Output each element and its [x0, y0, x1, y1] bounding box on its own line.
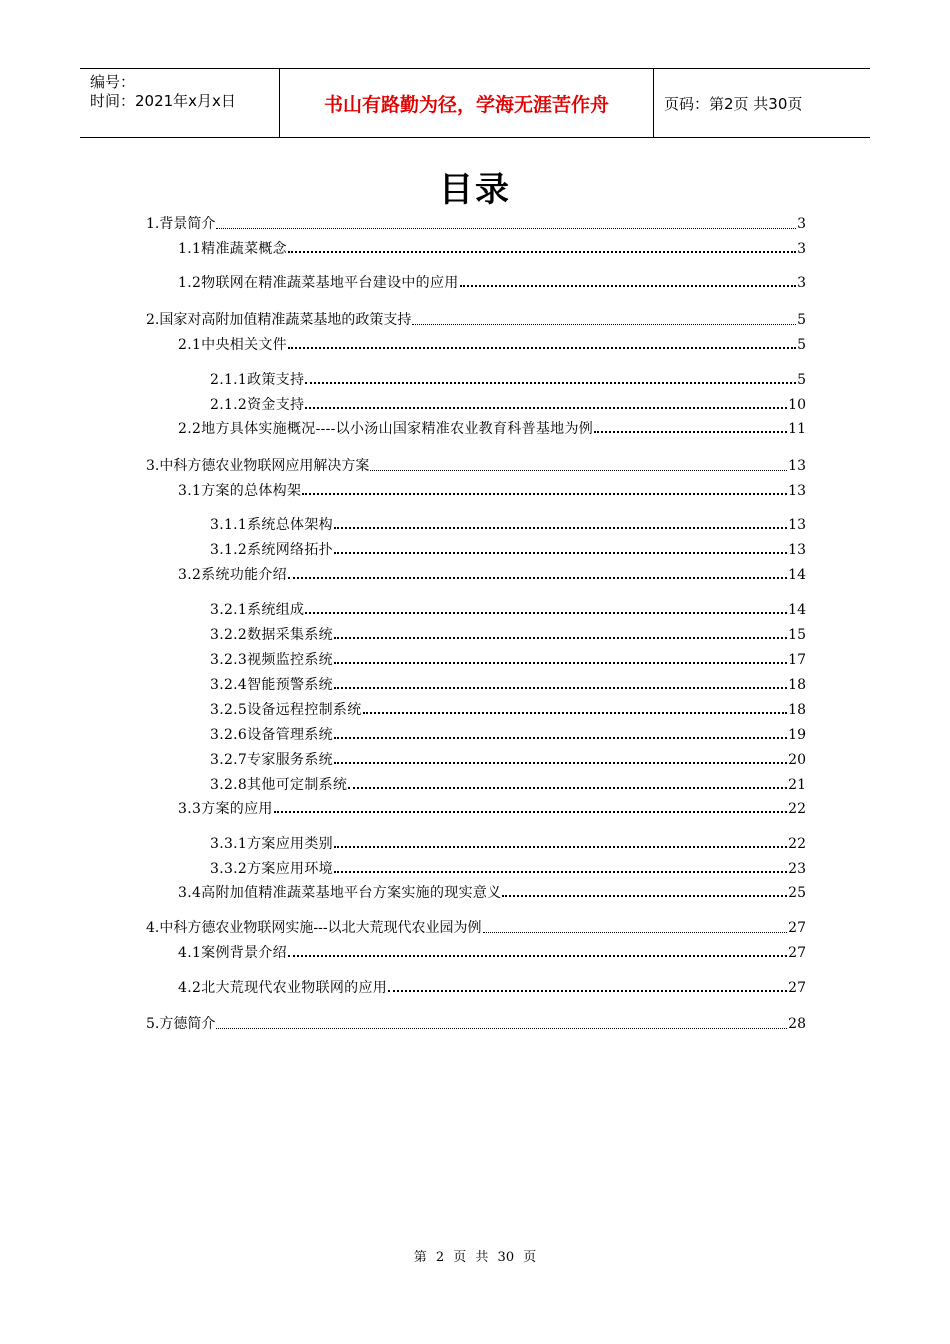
toc-dot-leader — [305, 382, 796, 384]
toc-entry-label: 3.3方案的应用 — [178, 801, 273, 817]
toc-dot-leader — [334, 737, 787, 739]
toc-entry-label: 3.1方案的总体构架 — [178, 483, 302, 499]
toc-dot-leader — [363, 712, 788, 714]
toc-entry[interactable] — [178, 238, 806, 258]
toc-entry-label: 3.2.6设备管理系统 — [210, 727, 333, 743]
toc-entry[interactable] — [146, 309, 806, 329]
toc-entry-page: 18 — [788, 702, 806, 718]
toc-entry-page: 5 — [797, 337, 806, 353]
toc-entry-label: 2.1.1政策支持 — [210, 372, 305, 388]
toc-entry-page: 5 — [797, 312, 806, 328]
time-label: 时间：2021年x月x日 — [90, 92, 236, 110]
toc-dot-leader — [302, 493, 787, 495]
toc-entry-page: 14 — [788, 567, 806, 583]
toc-entry-label: 3.4高附加值精准蔬菜基地平台方案实施的现实意义 — [178, 885, 502, 901]
toc-entry-page: 13 — [788, 458, 806, 474]
toc-entry[interactable] — [178, 977, 806, 997]
toc-entry[interactable] — [146, 455, 806, 475]
toc-dot-leader — [288, 955, 787, 957]
toc-dot-leader — [334, 846, 787, 848]
toc-entry[interactable] — [210, 724, 806, 744]
toc-entry[interactable] — [210, 674, 806, 694]
toc-entry-label: 3.1.2系统网络拓扑 — [210, 542, 333, 558]
toc-entry[interactable] — [178, 272, 806, 292]
toc-entry[interactable] — [210, 624, 806, 644]
toc-entry[interactable] — [146, 213, 806, 233]
toc-entry-label: 2.1中央相关文件 — [178, 337, 287, 353]
toc-entry[interactable] — [210, 369, 806, 389]
toc-dot-leader — [334, 871, 787, 873]
toc-dot-leader — [388, 990, 787, 992]
toc-entry-page: 14 — [788, 602, 806, 618]
toc-entry-page: 19 — [788, 727, 806, 743]
toc-dot-leader — [412, 324, 796, 325]
toc-entry[interactable] — [210, 649, 806, 669]
toc-entry-label: 1.背景简介 — [146, 216, 216, 232]
toc-entry[interactable] — [210, 774, 806, 794]
toc-entry[interactable] — [210, 749, 806, 769]
toc-dot-leader — [594, 431, 787, 433]
toc-entry-label: 1.2物联网在精准蔬菜基地平台建设中的应用 — [178, 275, 459, 291]
toc-entry[interactable] — [178, 418, 806, 438]
toc-entry-page: 27 — [788, 980, 806, 996]
toc-entry-page: 3 — [797, 241, 806, 257]
toc-entry-page: 20 — [788, 752, 806, 768]
toc-entry-page: 28 — [788, 1016, 806, 1032]
toc-entry[interactable] — [178, 334, 806, 354]
toc-entry[interactable] — [146, 1013, 806, 1033]
toc-entry[interactable] — [210, 699, 806, 719]
toc-entry-label: 3.2系统功能介绍 — [178, 567, 287, 583]
toc-entry[interactable] — [210, 539, 806, 559]
toc-entry-label: 4.中科方德农业物联网实施---以北大荒现代农业园为例 — [146, 920, 482, 936]
toc-dot-leader — [334, 687, 787, 689]
toc-entry-label: 4.1案例背景介绍 — [178, 945, 287, 961]
header-motto: 书山有路勤为径，学海无涯苦作舟 — [280, 69, 654, 137]
toc-entry-page: 11 — [788, 421, 806, 437]
toc-entry-page: 13 — [788, 517, 806, 533]
toc-dot-leader — [334, 552, 787, 554]
toc-entry-page: 23 — [788, 861, 806, 877]
toc-entry-label: 4.2北大荒现代农业物联网的应用 — [178, 980, 388, 996]
toc-entry[interactable] — [178, 942, 806, 962]
toc-entry-page: 22 — [788, 801, 806, 817]
toc-dot-leader — [334, 527, 787, 529]
toc-entry[interactable] — [178, 882, 806, 902]
toc-entry-page: 27 — [788, 945, 806, 961]
toc-dot-leader — [334, 762, 787, 764]
toc-entry[interactable] — [210, 833, 806, 853]
toc-entry-page: 18 — [788, 677, 806, 693]
toc-dot-leader — [305, 407, 787, 409]
toc-entry-page: 5 — [797, 372, 806, 388]
toc-entry-page: 13 — [788, 542, 806, 558]
toc-dot-leader — [305, 612, 787, 614]
toc-entry[interactable] — [178, 564, 806, 584]
toc-entry-page: 22 — [788, 836, 806, 852]
toc-entry-label: 3.2.2数据采集系统 — [210, 627, 333, 643]
number-label: 编号： — [90, 73, 136, 91]
toc-dot-leader — [216, 1028, 787, 1029]
toc-entry-label: 3.2.7专家服务系统 — [210, 752, 333, 768]
toc-entry-label: 3.2.8其他可定制系统 — [210, 777, 348, 793]
toc-entry[interactable] — [210, 394, 806, 414]
toc-entry-label: 3.1.1系统总体架构 — [210, 517, 333, 533]
toc-entry-label: 2.2地方具体实施概况----以小汤山国家精准农业教育科普基地为例 — [178, 421, 594, 437]
toc-entry-page: 10 — [788, 397, 806, 413]
toc-dot-leader — [274, 811, 788, 813]
toc-entry[interactable] — [178, 480, 806, 500]
toc-dot-leader — [348, 787, 787, 789]
toc-entry-label: 1.1精准蔬菜概念 — [178, 241, 287, 257]
toc-dot-leader — [288, 251, 796, 253]
toc-entry[interactable] — [210, 858, 806, 878]
page-title: 目录 — [439, 170, 511, 210]
header-page-info: 页码：第2页 共30页 — [664, 94, 803, 113]
toc-entry-page: 15 — [788, 627, 806, 643]
toc-dot-leader — [288, 577, 787, 579]
toc-dot-leader — [483, 932, 788, 933]
toc-entry[interactable] — [210, 599, 806, 619]
toc-entry-label: 3.2.5设备远程控制系统 — [210, 702, 362, 718]
toc-entry[interactable] — [146, 917, 806, 937]
toc-entry-page: 3 — [797, 275, 806, 291]
toc-entry[interactable] — [178, 798, 806, 818]
toc-entry-page: 21 — [788, 777, 806, 793]
toc-entry-page: 25 — [788, 885, 806, 901]
toc-entry[interactable] — [210, 514, 806, 534]
toc-entry-page: 27 — [788, 920, 806, 936]
toc-dot-leader — [502, 895, 787, 897]
toc-entry-label: 3.3.2方案应用环境 — [210, 861, 333, 877]
toc-dot-leader — [334, 637, 787, 639]
toc-dot-leader — [370, 470, 787, 471]
toc-entry-label: 3.2.3视频监控系统 — [210, 652, 333, 668]
toc-entry-label: 5.方德简介 — [146, 1016, 216, 1032]
toc-entry-page: 17 — [788, 652, 806, 668]
toc-dot-leader — [288, 347, 796, 349]
page-footer: 第 2 页 共 30 页 — [413, 1250, 537, 1265]
toc-entry-label: 2.1.2资金支持 — [210, 397, 305, 413]
toc-dot-leader — [460, 285, 797, 287]
toc-entry-label: 3.2.1系统组成 — [210, 602, 305, 618]
toc-entry-page: 3 — [797, 216, 806, 232]
toc-entry-label: 3.3.1方案应用类别 — [210, 836, 333, 852]
toc-entry-label: 3.中科方德农业物联网应用解决方案 — [146, 458, 370, 474]
toc-entry-label: 3.2.4智能预警系统 — [210, 677, 333, 693]
toc-dot-leader — [216, 228, 796, 229]
toc-dot-leader — [334, 662, 787, 664]
toc-entry-page: 13 — [788, 483, 806, 499]
toc-entry-label: 2.国家对高附加值精准蔬菜基地的政策支持 — [146, 312, 412, 328]
